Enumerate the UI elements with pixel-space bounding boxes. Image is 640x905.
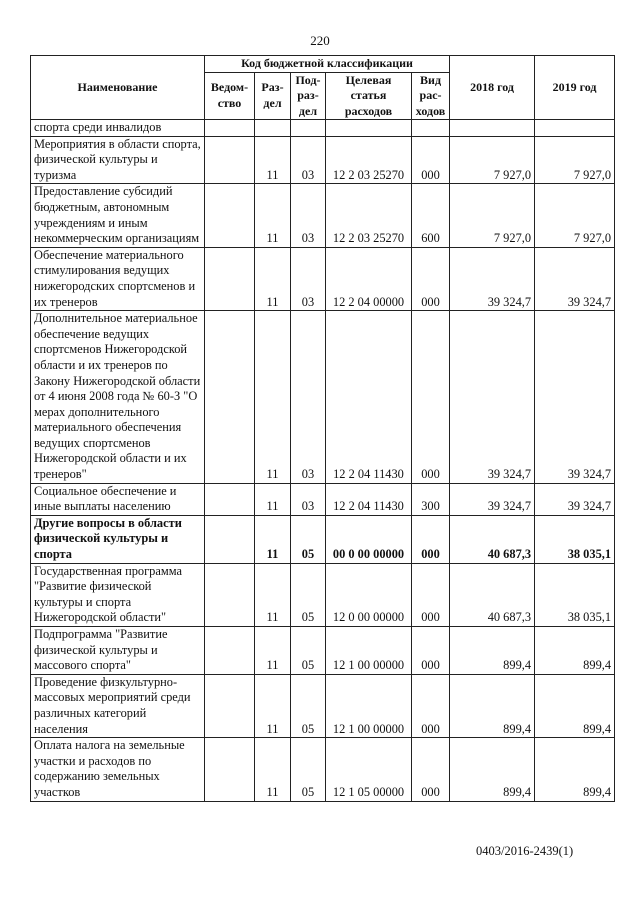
table-row [31, 247, 615, 310]
row-razdel: 11 [255, 483, 291, 515]
row-value-2018: 7 927,0 [450, 184, 535, 247]
row-name: Государственная программа "Развитие физической культуры и спорта Нижегородской области" [31, 563, 205, 626]
table-row [31, 311, 615, 484]
row-vedomstvo [205, 563, 255, 626]
budget-table [30, 55, 615, 802]
row-value-2019: 899,4 [535, 674, 615, 737]
row-vid-raskhodov: 000 [412, 247, 450, 310]
table-row [31, 483, 615, 515]
row-tselevaya-statya: 12 1 05 00000 [326, 738, 412, 801]
row-vid-raskhodov: 000 [412, 515, 450, 563]
row-value-2019: 38 035,1 [535, 515, 615, 563]
row-vedomstvo [205, 184, 255, 247]
header-podrazdel: Под- раз- дел [291, 72, 326, 120]
table-row [31, 515, 615, 563]
row-vedomstvo [205, 311, 255, 484]
row-tselevaya-statya: 12 2 04 11430 [326, 311, 412, 484]
table-row [31, 563, 615, 626]
document-code: 0403/2016-2439(1) [476, 844, 574, 858]
row-vedomstvo [205, 627, 255, 675]
row-value-2018: 39 324,7 [450, 483, 535, 515]
header-year-2019: 2019 год [535, 56, 615, 120]
row-tselevaya-statya: 12 2 03 25270 [326, 184, 412, 247]
row-tselevaya-statya [326, 120, 412, 137]
header-razdel: Раз- дел [255, 72, 291, 120]
row-vedomstvo [205, 247, 255, 310]
row-razdel: 11 [255, 247, 291, 310]
row-vid-raskhodov: 000 [412, 738, 450, 801]
row-name: Проведение физкультурно-массовых мероприятий среди различных категорий населения [31, 674, 205, 737]
row-vid-raskhodov: 000 [412, 311, 450, 484]
row-value-2019 [535, 120, 615, 137]
row-vedomstvo [205, 515, 255, 563]
row-value-2018 [450, 120, 535, 137]
page-number: 220 [310, 33, 330, 48]
row-value-2018: 40 687,3 [450, 563, 535, 626]
row-vid-raskhodov: 000 [412, 136, 450, 184]
row-podrazdel: 03 [291, 483, 326, 515]
row-name: Обеспечение материального стимулирования ведущих нижегородских спортсменов и их тренеров [31, 247, 205, 310]
row-value-2018: 39 324,7 [450, 311, 535, 484]
header-name: Наименование [31, 56, 205, 120]
row-value-2019: 899,4 [535, 627, 615, 675]
row-name: Дополнительное материальное обеспечение ведущих спортсменов Нижегородской области и их тренеров по Закону Нижегородской области от 4 июня 2008 года № 60-З "О мерах дополнительного материального обеспечения ведущих спортсменов Нижегородской области и их тренеров" [31, 311, 205, 484]
row-vid-raskhodov [412, 120, 450, 137]
row-podrazdel: 05 [291, 563, 326, 626]
row-name: спорта среди инвалидов [31, 120, 205, 137]
row-value-2018: 39 324,7 [450, 247, 535, 310]
row-tselevaya-statya: 00 0 00 00000 [326, 515, 412, 563]
row-podrazdel: 03 [291, 247, 326, 310]
row-razdel: 11 [255, 738, 291, 801]
row-podrazdel: 03 [291, 184, 326, 247]
row-name: Подпрограмма "Развитие физической культуры и массового спорта" [31, 627, 205, 675]
table-row [31, 674, 615, 737]
row-podrazdel: 03 [291, 311, 326, 484]
row-podrazdel: 03 [291, 136, 326, 184]
table-row [31, 627, 615, 675]
row-vedomstvo [205, 674, 255, 737]
row-value-2019: 39 324,7 [535, 311, 615, 484]
row-vid-raskhodov: 300 [412, 483, 450, 515]
row-vedomstvo [205, 120, 255, 137]
row-tselevaya-statya: 12 1 00 00000 [326, 627, 412, 675]
header-code-group: Код бюджетной классификации [205, 56, 450, 73]
row-razdel: 11 [255, 184, 291, 247]
row-razdel: 11 [255, 311, 291, 484]
row-vid-raskhodov: 000 [412, 563, 450, 626]
row-value-2018: 899,4 [450, 738, 535, 801]
row-name: Предоставление субсидий бюджетным, автономным учреждениям и иным некоммерческим организациям [31, 184, 205, 247]
row-razdel: 11 [255, 563, 291, 626]
row-podrazdel [291, 120, 326, 137]
row-tselevaya-statya: 12 2 04 00000 [326, 247, 412, 310]
row-podrazdel: 05 [291, 674, 326, 737]
row-vedomstvo [205, 136, 255, 184]
row-razdel: 11 [255, 674, 291, 737]
table-row [31, 136, 615, 184]
header-tselevaya-statya: Целевая статья расходов [326, 72, 412, 120]
row-name: Мероприятия в области спорта, физической культуры и туризма [31, 136, 205, 184]
row-value-2018: 7 927,0 [450, 136, 535, 184]
row-vedomstvo [205, 738, 255, 801]
row-name: Оплата налога на земельные участки и расходов по содержанию земельных участков [31, 738, 205, 801]
row-tselevaya-statya: 12 2 03 25270 [326, 136, 412, 184]
row-razdel: 11 [255, 627, 291, 675]
row-value-2019: 899,4 [535, 738, 615, 801]
row-vedomstvo [205, 483, 255, 515]
row-tselevaya-statya: 12 1 00 00000 [326, 674, 412, 737]
row-vid-raskhodov: 000 [412, 674, 450, 737]
table-row [31, 184, 615, 247]
row-razdel: 11 [255, 515, 291, 563]
row-podrazdel: 05 [291, 515, 326, 563]
row-podrazdel: 05 [291, 738, 326, 801]
row-name: Социальное обеспечение и иные выплаты населению [31, 483, 205, 515]
row-podrazdel: 05 [291, 627, 326, 675]
row-value-2019: 7 927,0 [535, 184, 615, 247]
row-razdel [255, 120, 291, 137]
row-value-2019: 7 927,0 [535, 136, 615, 184]
header-vedomstvo: Ведом- ство [205, 72, 255, 120]
header-vid-raskhodov: Вид рас- ходов [412, 72, 450, 120]
row-razdel: 11 [255, 136, 291, 184]
row-value-2018: 899,4 [450, 674, 535, 737]
table-row [31, 738, 615, 801]
row-value-2019: 39 324,7 [535, 247, 615, 310]
row-value-2019: 39 324,7 [535, 483, 615, 515]
header-year-2018: 2018 год [450, 56, 535, 120]
row-vid-raskhodov: 600 [412, 184, 450, 247]
row-tselevaya-statya: 12 2 04 11430 [326, 483, 412, 515]
row-name: Другие вопросы в области физической культуры и спорта [31, 515, 205, 563]
row-value-2018: 40 687,3 [450, 515, 535, 563]
row-vid-raskhodov: 000 [412, 627, 450, 675]
table-row [31, 120, 615, 137]
row-tselevaya-statya: 12 0 00 00000 [326, 563, 412, 626]
row-value-2019: 38 035,1 [535, 563, 615, 626]
row-value-2018: 899,4 [450, 627, 535, 675]
